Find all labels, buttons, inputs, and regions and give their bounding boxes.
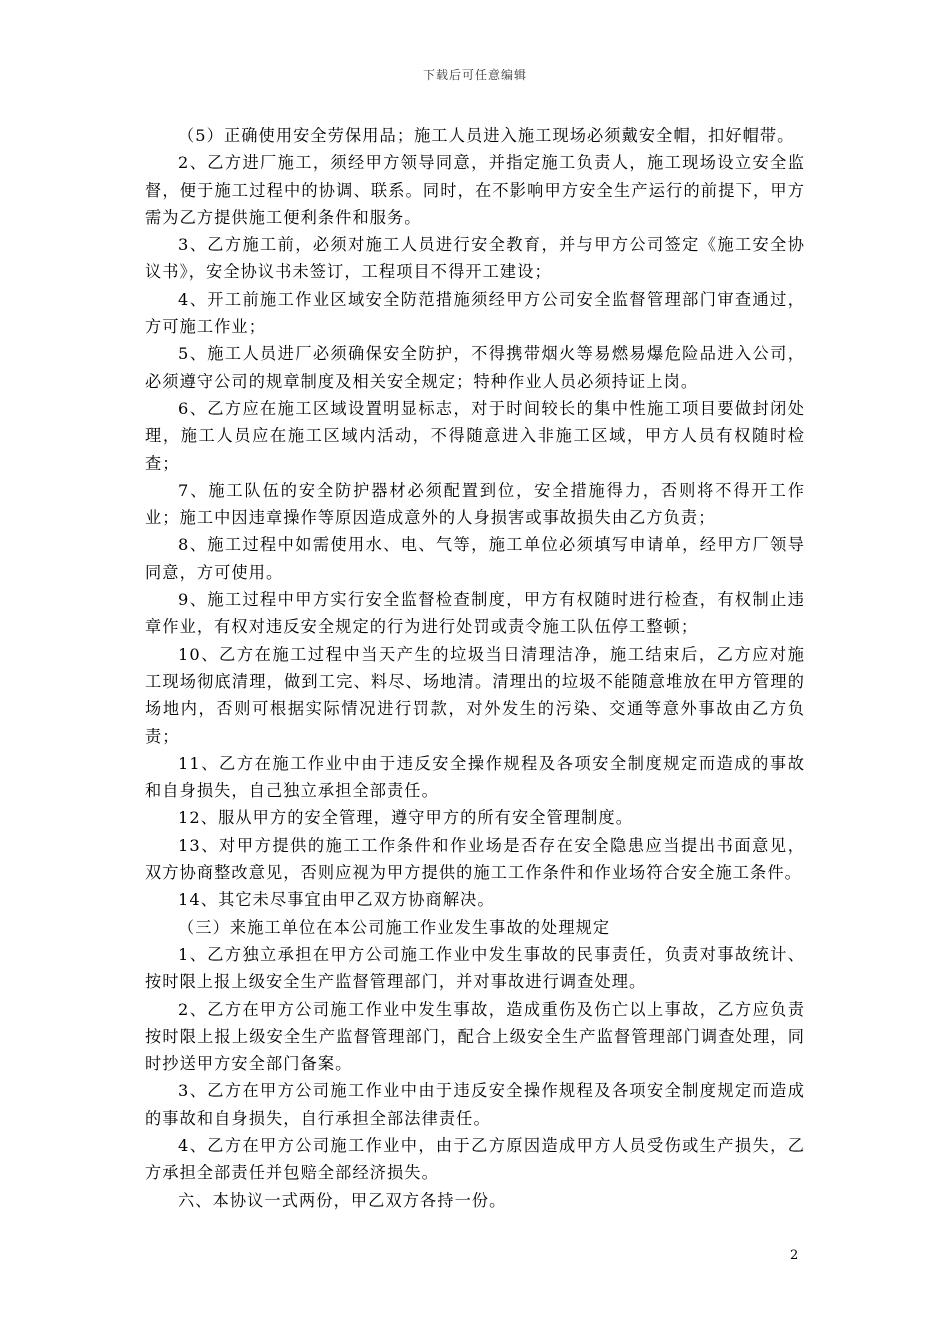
paragraph: 7、施工队伍的安全防护器材必须配置到位，安全措施得力，否则将不得开工作业；施工中因违章操作等原因造成意外的人身损害或事故损失由乙方负责； <box>145 480 805 528</box>
paragraph: 1、乙方独立承担在甲方公司施工作业中发生事故的民事责任，负责对事故统计、按时限上报上级安全生产监督管理部门，并对事故进行调查处理。 <box>145 944 805 992</box>
paragraph: 13、对甲方提供的施工工作条件和作业场是否存在安全隐患应当提出书面意见，双方协商整改意见，否则应视为甲方提供的施工工作条件和作业场符合安全施工条件。 <box>145 835 805 883</box>
paragraph: 4、乙方在甲方公司施工作业中，由于乙方原因造成甲方人员受伤或生产损失，乙方承担全部责任并包赔全部经济损失。 <box>145 1135 805 1183</box>
paragraph: 9、施工过程中甲方实行安全监督检查制度，甲方有权随时进行检查，有权制止违章作业，有权对违反安全规定的行为进行处罚或责令施工队伍停工整顿； <box>145 590 805 637</box>
paragraph: 6、乙方应在施工区域设置明显标志，对于时间较长的集中性施工项目要做封闭处理，施工人员应在施工区域内活动，不得随意进入非施工区域，甲方人员有权随时检查； <box>145 398 805 473</box>
page-number: 2 <box>790 1248 799 1263</box>
paragraph: 14、其它未尽事宜由甲乙双方协商解决。 <box>178 890 495 910</box>
paragraph: 3、乙方施工前，必须对施工人员进行安全教育，并与甲方公司签定《施工安全协议书》，安全协议书未签订，工程项目不得开工建设； <box>145 235 805 282</box>
page-header: 下载后可任意编辑 <box>422 68 527 82</box>
document-body <box>145 122 805 1214</box>
paragraph: 8、施工过程中如需使用水、电、气等，施工单位必须填写申请单，经甲方厂领导同意，方可使用。 <box>145 535 805 582</box>
paragraph: 11、乙方在施工作业中由于违反安全操作规程及各项安全制度规定而造成的事故和自身损失，自己独立承担全部责任。 <box>145 753 805 801</box>
paragraph: 2、乙方在甲方公司施工作业中发生事故，造成重伤及伤亡以上事故，乙方应负责按时限上报上级安全生产监督管理部门，配合上级安全生产监督管理部门调查处理，同时抄送甲方安全部门备案。 <box>145 999 805 1074</box>
paragraph: （5）正确使用安全劳保用品；施工人员进入施工现场必须戴安全帽，扣好帽带。 <box>178 126 795 145</box>
paragraph: 12、服从甲方的安全管理，遵守甲方的所有安全管理制度。 <box>178 808 633 828</box>
paragraph: 5、施工人员进厂必须确保安全防护，不得携带烟火等易燃易爆危险品进入公司，必须遵守公司的规章制度及相关安全规定；特种作业人员必须持证上岗。 <box>145 344 805 391</box>
paragraph: 2、乙方进厂施工，须经甲方领导同意，并指定施工负责人，施工现场设立安全监督，便于施工过程中的协调、联系。同时，在不影响甲方安全生产运行的前提下，甲方需为乙方提供施工便利条件和服务。 <box>145 153 805 227</box>
paragraph: 10、乙方在施工过程中当天产生的垃圾当日清理洁净，施工结束后，乙方应对施工现场彻底清理，做到工完、料尽、场地清。清理出的垃圾不能随意堆放在甲方管理的场地内，否则可根据实际情况进行罚款，对外发生的污染、交通等意外事故由乙方负责； <box>145 644 805 746</box>
paragraph: 六、本协议一式两份，甲乙双方各持一份。 <box>178 1190 507 1210</box>
paragraph: 4、开工前施工作业区域安全防范措施须经甲方公司安全监督管理部门审查通过，方可施工作业； <box>145 289 805 337</box>
section-heading: （三）来施工单位在本公司施工作业发生事故的处理规定 <box>178 917 611 937</box>
paragraph: 3、乙方在甲方公司施工作业中由于违反安全操作规程及各项安全制度规定而造成的事故和自身损失，自行承担全部法律责任。 <box>145 1081 805 1128</box>
